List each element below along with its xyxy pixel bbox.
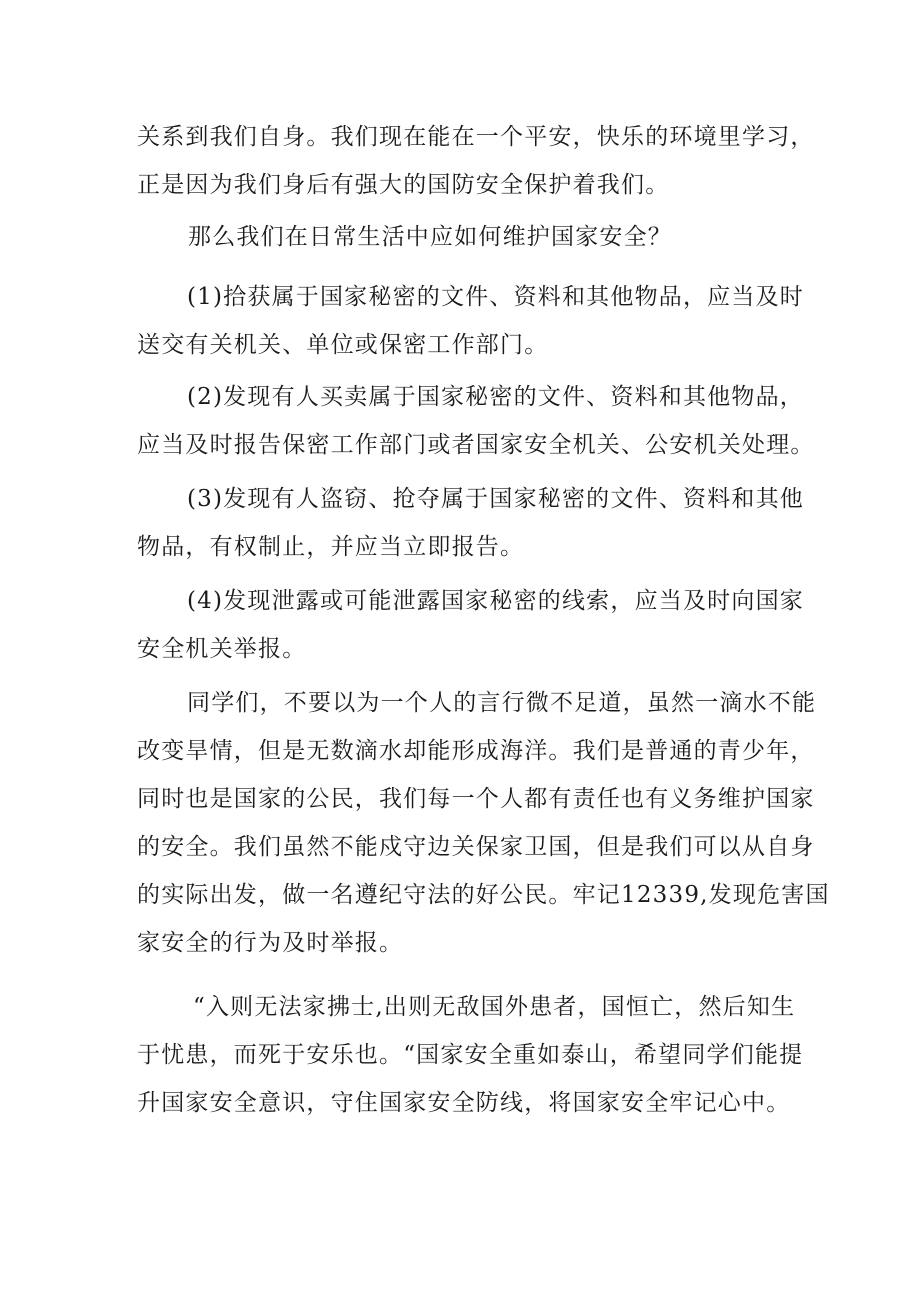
text-line: 同学们，不要以为一个人的言行微不足道，虽然一滴水不能 (187, 690, 817, 716)
paragraph-item-4 (137, 577, 804, 673)
text-line: (1)拾获属于国家秘密的文件、资料和其他物品，应当及时 (187, 284, 804, 310)
text-line: (2)发现有人买卖属于国家秘密的文件、资料和其他物品， (187, 384, 804, 410)
text-line: 于忧患，而死于安乐也。“国家安全重如泰山，希望同学们能提 (137, 1042, 804, 1068)
text-line: 关系到我们自身。我们现在能在一个平安，快乐的环境里学习， (137, 124, 815, 150)
text-line: 正是因为我们身后有强大的国防安全保护着我们。 (137, 172, 670, 198)
text-line: “入则无法家拂士,出则无敌国外患者，国恒亡，然后知生 (193, 994, 796, 1020)
paragraph-item-3 (137, 475, 804, 571)
text-line: 应当及时报告保密工作部门或者国家安全机关、公安机关处理。 (137, 432, 815, 458)
text-line: (4)发现泄露或可能泄露国家秘密的线索，应当及时向国家 (187, 588, 804, 614)
text-line: (3)发现有人盗窃、抢夺属于国家秘密的文件、资料和其他 (187, 486, 804, 512)
text-line: 的实际出发，做一名遵纪守法的好公民。牢记12339,发现危害国 (137, 882, 830, 908)
text-line: 改变旱情，但是无数滴水却能形成海洋。我们是普通的青少年， (137, 738, 815, 764)
text-line: 物品，有权制止，并应当立即报告。 (137, 534, 525, 560)
text-line: 那么我们在日常生活中应如何维护国家安全？ (188, 224, 672, 250)
text-line: 同时也是国家的公民，我们每一个人都有责任也有义务维护国家 (137, 786, 815, 812)
paragraph-1 (137, 113, 815, 209)
text-line: 家安全的行为及时举报。 (137, 930, 404, 956)
paragraph-students (137, 679, 830, 967)
text-line: 升国家安全意识，守住国家安全防线，将国家安全牢记心中。 (137, 1090, 791, 1116)
text-line: 的安全。我们虽然不能戍守边关保家卫国，但是我们可以从自身 (137, 834, 815, 860)
text-line: 送交有关机关、单位或保密工作部门。 (137, 332, 549, 358)
paragraph-quote (137, 983, 804, 1127)
text-line: 安全机关举报。 (137, 636, 307, 662)
paragraph-question (188, 213, 788, 261)
paragraph-item-1 (137, 273, 804, 369)
paragraph-item-2 (137, 373, 815, 469)
